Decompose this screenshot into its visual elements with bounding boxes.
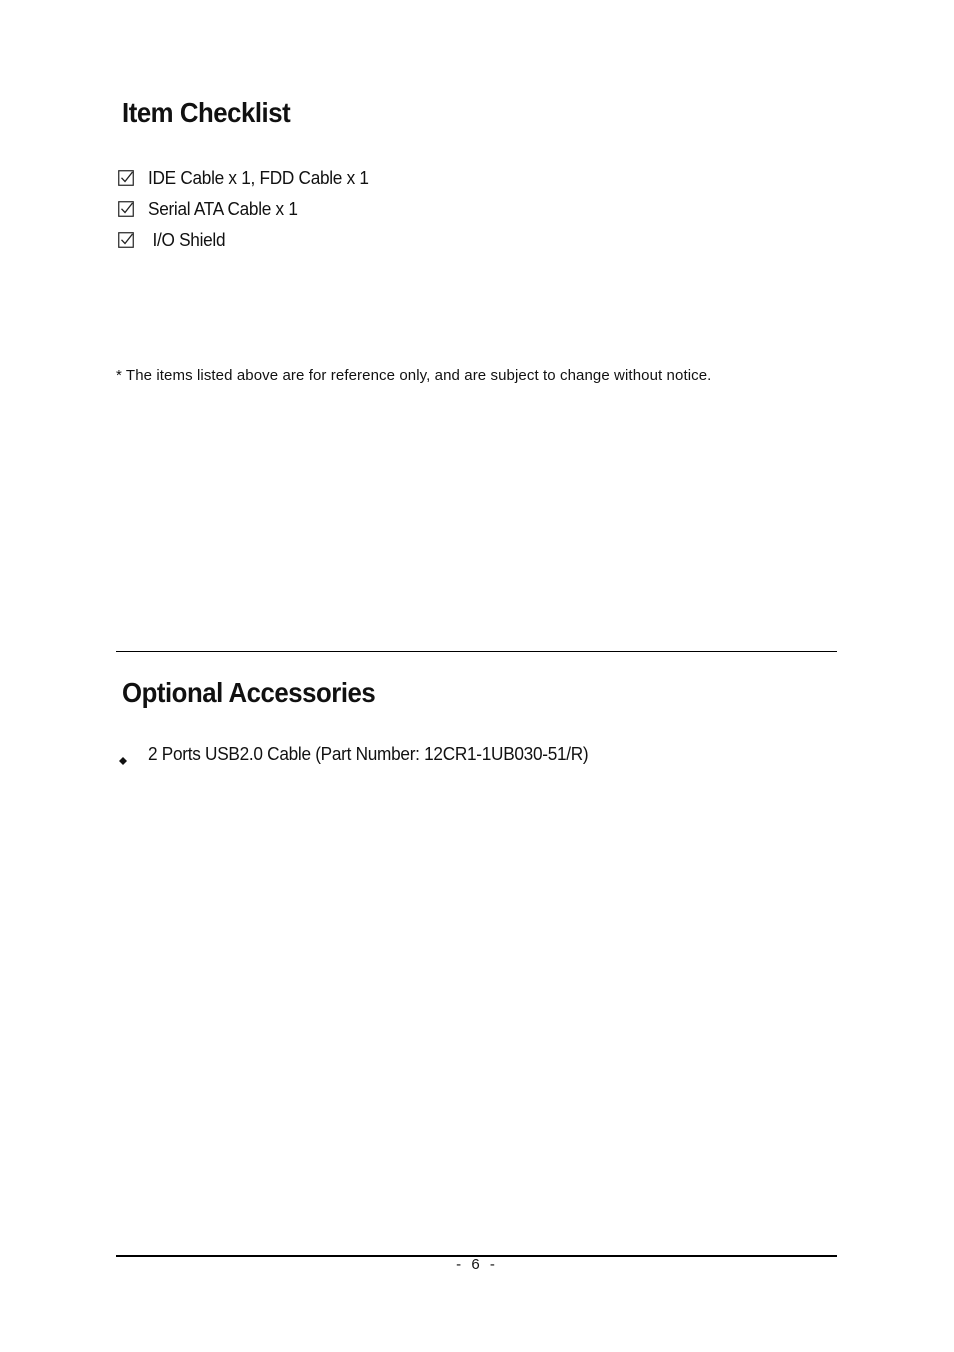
checklist-item-label: I/O Shield [148, 228, 226, 250]
checked-box-icon [118, 201, 134, 217]
checked-box-icon [118, 232, 134, 248]
section-divider [116, 651, 837, 652]
checklist-item [118, 193, 385, 224]
checklist-item-label: IDE Cable x 1, FDD Cable x 1 [148, 166, 369, 188]
checked-box-icon [118, 170, 134, 186]
page-number: - 6 - [456, 1256, 498, 1273]
checklist-item-label: Serial ATA Cable x 1 [148, 197, 298, 219]
checklist-item [118, 162, 385, 193]
checklist-item [118, 224, 385, 255]
optional-item-label: 2 Ports USB2.0 Cable (Part Number: 12CR1-1UB030-51/R) [148, 743, 589, 764]
optional-accessories-heading: Optional Accessories [122, 677, 376, 708]
optional-list [116, 741, 622, 767]
optional-item [116, 741, 622, 767]
item-checklist-heading: Item Checklist [122, 97, 291, 128]
checklist [118, 162, 385, 255]
reference-note: * The items listed above are for reference only, and are subject to change without notice. [116, 367, 712, 384]
diamond-bullet-icon [118, 749, 128, 759]
